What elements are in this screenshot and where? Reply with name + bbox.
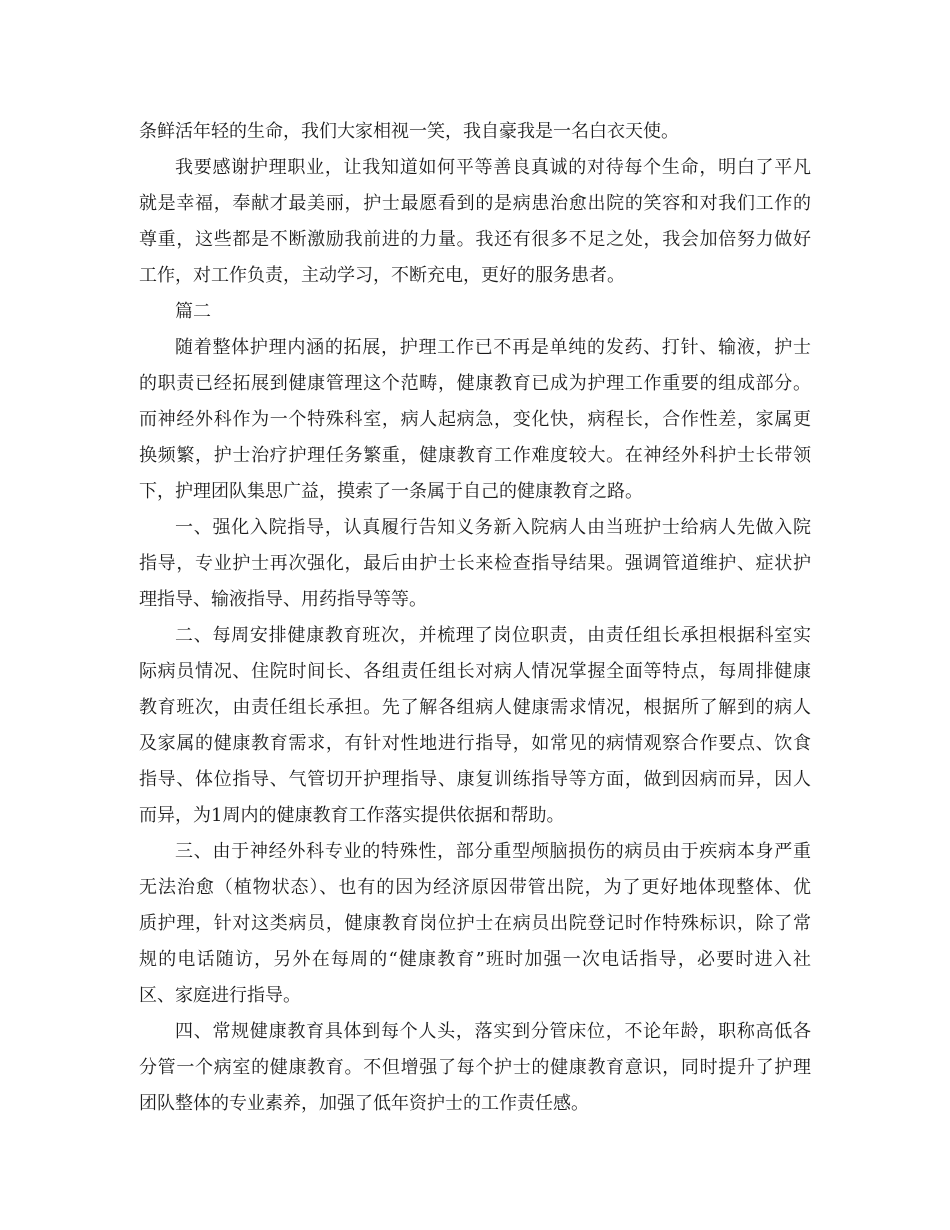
- text-line: 四、常规健康教育具体到每个人头，落实到分管床位，不论年龄，职称高低各: [175, 1021, 811, 1042]
- text-line: 而异，为1周内的健康教育工作落实提供依据和帮助。: [139, 805, 565, 826]
- text-line: 尊重，这些都是不断激励我前进的力量。我还有很多不足之处，我会加倍努力做好: [139, 229, 811, 250]
- text-line: 二、每周安排健康教育班次，并梳理了岗位职责，由责任组长承担根据科室实: [175, 625, 811, 646]
- text-line: 就是幸福，奉献才最美丽，护士最愿看到的是病患治愈出院的笑容和对我们工作的: [139, 193, 811, 214]
- text-line: 团队整体的专业素养，加强了低年资护士的工作责任感。: [139, 1093, 589, 1114]
- text-line: 理指导、输液指导、用药指导等等。: [139, 589, 427, 610]
- text-line: 际病员情况、住院时间长、各组责任组长对病人情况掌握全面等特点，每周排健康: [139, 661, 811, 682]
- text-line: 条鲜活年轻的生命，我们大家相视一笑，我自豪我是一名白衣天使。: [139, 121, 679, 142]
- text-line: 规的电话随访，另外在每周的“健康教育”班时加强一次电话指导，必要时进入社: [139, 949, 811, 970]
- text-line: 下，护理团队集思广益，摸索了一条属于自己的健康教育之路。: [139, 481, 643, 502]
- text-line: 质护理，针对这类病员，健康教育岗位护士在病员出院登记时作特殊标识，除了常: [139, 913, 811, 934]
- text-line: 及家属的健康教育需求，有针对性地进行指导，如常见的病情观察合作要点、饮食: [139, 733, 811, 754]
- document-body: [139, 114, 811, 1122]
- text-line: 工作，对工作负责，主动学习，不断充电，更好的服务患者。: [139, 265, 625, 286]
- text-line: 指导、体位指导、气管切开护理指导、康复训练指导等方面，做到因病而异，因人: [139, 769, 811, 790]
- text-line: 一、强化入院指导，认真履行告知义务新入院病人由当班护士给病人先做入院: [175, 517, 811, 538]
- text-line: 教育班次，由责任组长承担。先了解各组病人健康需求情况，根据所了解到的病人: [139, 697, 811, 718]
- text-line: 指导，专业护士再次强化，最后由护士长来检查指导结果。强调管道维护、症状护: [139, 553, 811, 574]
- text-line: 的职责已经拓展到健康管理这个范畴，健康教育已成为护理工作重要的组成部分。: [139, 373, 811, 394]
- text-line: 分管一个病室的健康教育。不但增强了每个护士的健康教育意识，同时提升了护理: [139, 1057, 811, 1078]
- text-line: 随着整体护理内涵的拓展，护理工作已不再是单纯的发药、打针、输液，护士: [175, 337, 811, 358]
- text-line: 无法治愈（植物状态）、也有的因为经济原因带管出院，为了更好地体现整体、优: [139, 877, 811, 898]
- text-line: 而神经外科作为一个特殊科室，病人起病急，变化快，病程长，合作性差，家属更: [139, 409, 811, 430]
- text-line: 换频繁，护士治疗护理任务繁重，健康教育工作难度较大。在神经外科护士长带领: [139, 445, 811, 466]
- text-line: 篇二: [175, 301, 211, 322]
- text-line: 区、家庭进行指导。: [139, 985, 301, 1006]
- text-line: 三、由于神经外科专业的特殊性，部分重型颅脑损伤的病员由于疾病本身严重: [175, 841, 811, 862]
- text-line: 我要感谢护理职业，让我知道如何平等善良真诚的对待每个生命，明白了平凡: [175, 157, 811, 178]
